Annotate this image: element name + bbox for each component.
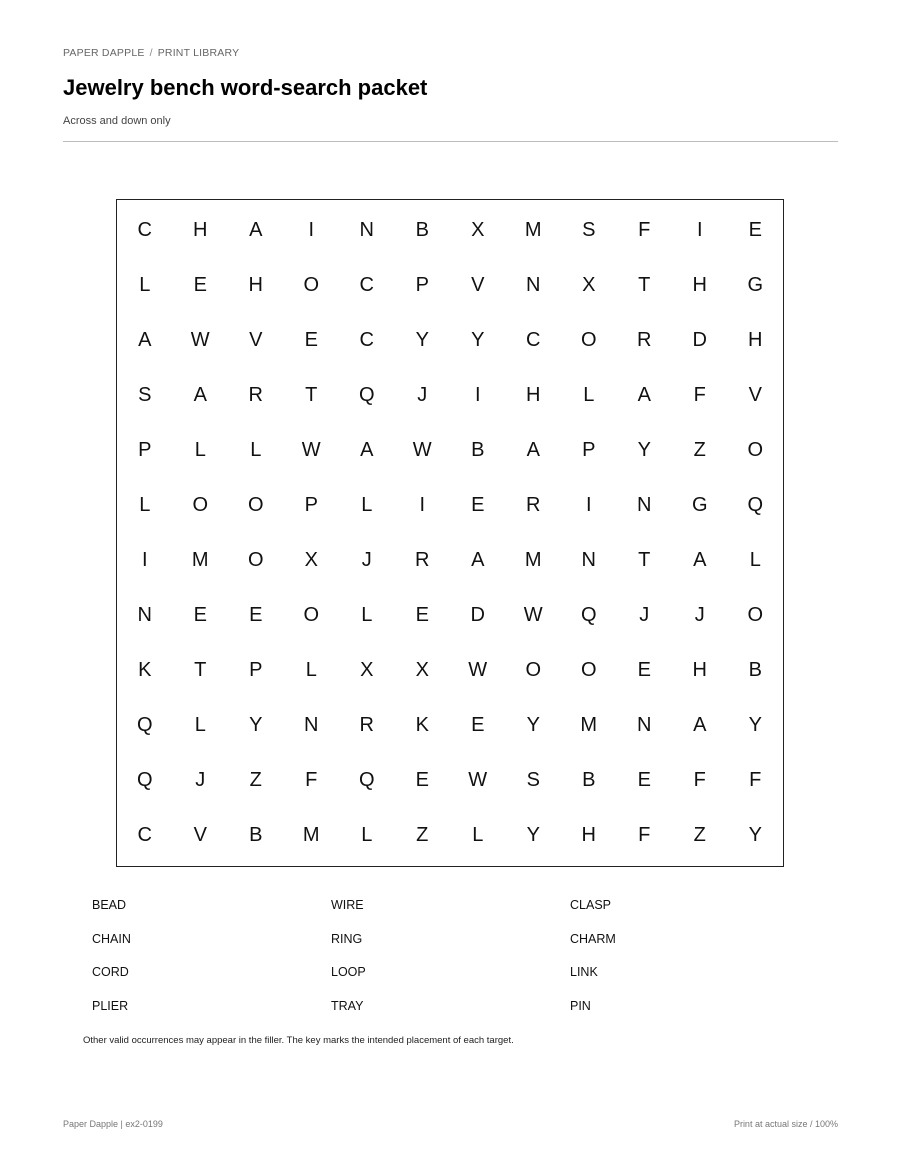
grid-cell[interactable]: T — [638, 549, 651, 571]
grid-cell[interactable]: R — [526, 494, 541, 516]
grid-cell[interactable]: X — [471, 219, 485, 241]
word-list-item: RING — [331, 931, 363, 946]
grid-cell[interactable]: I — [585, 494, 592, 516]
breadcrumb-separator: / — [149, 47, 153, 59]
grid-cell[interactable]: O — [247, 494, 264, 516]
grid-cell[interactable]: O — [747, 439, 764, 461]
grid-cell[interactable]: A — [249, 219, 263, 241]
grid-cell[interactable]: Q — [358, 769, 375, 791]
grid-cell[interactable]: Z — [416, 824, 429, 846]
grid-cell[interactable]: B — [582, 769, 596, 791]
grid-cell[interactable]: P — [582, 439, 596, 461]
grid-cell[interactable]: Q — [580, 604, 597, 626]
grid-cell[interactable]: L — [250, 439, 262, 461]
grid-cell[interactable]: J — [694, 604, 705, 626]
grid-cell[interactable]: R — [637, 329, 652, 351]
grid-cell[interactable]: Y — [526, 714, 540, 736]
grid-cell[interactable]: E — [249, 604, 263, 626]
grid-cell[interactable]: M — [524, 549, 542, 571]
grid-cell[interactable]: I — [474, 384, 481, 406]
grid-cell[interactable]: H — [526, 384, 541, 406]
grid-cell[interactable]: L — [749, 549, 761, 571]
grid-cell[interactable]: F — [693, 769, 706, 791]
word-list-item: LOOP — [331, 965, 366, 979]
grid-cell[interactable]: E — [637, 769, 651, 791]
grid-cell[interactable]: Y — [249, 714, 263, 736]
word-list-item: PIN — [570, 998, 591, 1013]
grid-cell[interactable]: H — [581, 824, 596, 846]
grid-cell[interactable]: O — [303, 604, 320, 626]
grid-cell[interactable]: L — [361, 824, 373, 846]
grid-cell[interactable]: S — [582, 219, 596, 241]
grid-cell[interactable]: M — [191, 549, 209, 571]
grid-cell[interactable]: O — [747, 604, 764, 626]
footer-print-hint: Print at actual size / 100% — [733, 1119, 838, 1129]
grid-cell[interactable]: J — [361, 549, 372, 571]
grid-cell[interactable]: E — [304, 329, 318, 351]
grid-cell[interactable]: W — [523, 604, 543, 626]
grid-cell[interactable]: N — [581, 549, 596, 571]
grid-cell[interactable]: W — [468, 769, 488, 791]
grid-cell[interactable]: G — [747, 274, 764, 296]
grid-cell[interactable]: Z — [693, 824, 706, 846]
grid-cell[interactable]: Y — [748, 714, 762, 736]
grid-cell[interactable]: O — [580, 329, 597, 351]
grid-cell[interactable]: K — [415, 714, 429, 736]
grid-cell[interactable]: X — [582, 274, 596, 296]
grid-cell[interactable]: N — [526, 274, 541, 296]
word-list-item: CLASP — [570, 898, 611, 912]
grid-cell[interactable]: C — [526, 329, 541, 351]
word-list-item: LINK — [570, 965, 598, 979]
grid-cell[interactable]: F — [638, 824, 651, 846]
grid-cell[interactable]: I — [696, 219, 703, 241]
grid-cell[interactable]: A — [693, 549, 707, 571]
word-list-item: CHAIN — [92, 931, 131, 946]
grid-cell[interactable]: A — [693, 714, 707, 736]
grid-cell[interactable]: A — [193, 384, 207, 406]
grid-cell[interactable]: L — [361, 604, 373, 626]
grid-cell[interactable]: W — [468, 659, 488, 681]
grid-cell[interactable]: M — [524, 219, 542, 241]
grid-cell[interactable]: O — [580, 659, 597, 681]
grid-cell[interactable]: A — [526, 439, 540, 461]
grid-cell[interactable]: Z — [693, 439, 706, 461]
grid-cell[interactable]: F — [749, 769, 762, 791]
grid-cell[interactable]: C — [359, 329, 374, 351]
grid-cell[interactable]: I — [419, 494, 426, 516]
page-title: Jewelry bench word-search packet — [63, 75, 428, 100]
word-list-item: BEAD — [92, 898, 127, 912]
grid-cell[interactable]: N — [137, 604, 152, 626]
grid-cell[interactable]: E — [193, 274, 207, 296]
word-search-grid — [116, 199, 784, 867]
grid-cell[interactable]: C — [359, 274, 374, 296]
grid-cell[interactable]: P — [304, 494, 318, 516]
grid-cell[interactable]: Y — [637, 439, 651, 461]
grid-cell[interactable]: L — [583, 384, 595, 406]
grid-cell[interactable]: R — [415, 549, 430, 571]
grid-cell[interactable]: W — [301, 439, 321, 461]
grid-cell[interactable]: L — [139, 274, 151, 296]
filler-note: Other valid occurrences may appear in the filler. The key marks the intended placement of each target. — [83, 1035, 514, 1046]
grid-cell[interactable]: O — [192, 494, 209, 516]
grid-cell[interactable]: H — [248, 274, 263, 296]
grid-cell[interactable]: A — [637, 384, 651, 406]
header-divider — [63, 141, 838, 142]
grid-cell[interactable]: W — [190, 329, 210, 351]
grid-cell[interactable]: E — [415, 604, 429, 626]
grid-cell[interactable]: E — [637, 659, 651, 681]
grid-cell[interactable]: J — [639, 604, 650, 626]
grid-cell[interactable]: S — [526, 769, 540, 791]
grid-cell[interactable]: A — [360, 439, 374, 461]
grid-cell[interactable]: D — [470, 604, 485, 626]
grid-cell[interactable]: H — [193, 219, 208, 241]
grid-cell[interactable]: P — [249, 659, 263, 681]
grid-cell[interactable]: L — [472, 824, 484, 846]
grid-cell[interactable]: S — [138, 384, 152, 406]
word-list-item: TRAY — [331, 998, 364, 1013]
grid-cell[interactable]: Q — [136, 769, 153, 791]
grid-cell[interactable]: H — [748, 329, 763, 351]
grid-cell[interactable]: X — [304, 549, 318, 571]
grid-cell[interactable]: W — [412, 439, 432, 461]
grid-cell[interactable]: E — [471, 714, 485, 736]
grid-cell[interactable]: D — [692, 329, 707, 351]
grid-cell[interactable]: V — [748, 384, 762, 406]
grid-cell[interactable]: T — [305, 384, 318, 406]
grid-cell[interactable]: L — [361, 494, 373, 516]
grid-cell[interactable]: T — [194, 659, 207, 681]
grid-cell[interactable]: O — [247, 549, 264, 571]
grid-cell[interactable]: L — [305, 659, 317, 681]
grid-cell[interactable]: R — [248, 384, 263, 406]
grid-cell[interactable]: L — [139, 494, 151, 516]
grid-cell[interactable]: B — [249, 824, 263, 846]
word-list — [92, 898, 812, 1032]
breadcrumb-parent[interactable]: PAPER DAPPLE — [63, 47, 145, 59]
grid-cell[interactable]: N — [637, 714, 652, 736]
grid-cell[interactable]: Y — [471, 329, 485, 351]
grid-cell[interactable]: V — [193, 824, 207, 846]
grid-cell[interactable]: N — [359, 219, 374, 241]
grid-cell[interactable]: F — [693, 384, 706, 406]
grid-cell[interactable]: I — [308, 219, 315, 241]
word-list-item: CHARM — [570, 931, 616, 946]
grid-cell[interactable]: Y — [415, 329, 429, 351]
grid-cell[interactable]: Q — [747, 494, 764, 516]
grid-cell[interactable]: L — [194, 439, 206, 461]
grid-cell[interactable]: Y — [748, 824, 762, 846]
grid-cell[interactable]: G — [691, 494, 708, 516]
footer-source: Paper Dapple | ex2-0199 — [63, 1119, 163, 1129]
grid-cell[interactable]: E — [748, 219, 762, 241]
grid-cell[interactable]: F — [638, 219, 651, 241]
grid-cell[interactable]: C — [137, 219, 152, 241]
word-list-item: PLIER — [92, 998, 129, 1013]
grid-cell[interactable]: B — [415, 219, 429, 241]
grid-cell[interactable]: H — [692, 274, 707, 296]
breadcrumb — [63, 47, 239, 59]
grid-cell[interactable]: Y — [526, 824, 540, 846]
grid-cell[interactable]: N — [304, 714, 319, 736]
grid-cell[interactable]: N — [637, 494, 652, 516]
grid-cell[interactable]: Q — [358, 384, 375, 406]
grid-cell[interactable]: L — [194, 714, 206, 736]
grid-cell[interactable]: E — [193, 604, 207, 626]
grid-cell[interactable]: M — [302, 824, 320, 846]
grid-cell[interactable]: O — [525, 659, 542, 681]
breadcrumb-current[interactable]: PRINT LIBRARY — [157, 47, 240, 59]
grid-cell[interactable]: E — [471, 494, 485, 516]
grid-cell[interactable]: Q — [136, 714, 153, 736]
grid-cell[interactable]: J — [417, 384, 428, 406]
grid-cell[interactable]: P — [415, 274, 429, 296]
grid-cell[interactable]: B — [748, 659, 762, 681]
word-list-item: WIRE — [331, 898, 364, 912]
grid-cell[interactable]: V — [249, 329, 263, 351]
word-list-item: CORD — [92, 965, 129, 979]
page-subtitle: Across and down only — [63, 115, 171, 127]
grid-cell[interactable]: I — [141, 549, 148, 571]
grid-cell[interactable]: J — [195, 769, 206, 791]
grid-cell[interactable]: A — [138, 329, 152, 351]
grid-cell[interactable]: O — [303, 274, 320, 296]
grid-cell[interactable]: C — [137, 824, 152, 846]
grid-cell[interactable]: P — [138, 439, 152, 461]
grid-cell[interactable]: K — [138, 659, 152, 681]
grid-cell[interactable]: B — [471, 439, 485, 461]
grid-cell[interactable]: F — [305, 769, 318, 791]
grid-cell[interactable]: X — [415, 659, 429, 681]
grid-cell[interactable]: R — [359, 714, 374, 736]
grid-cell[interactable]: M — [580, 714, 598, 736]
grid-cell[interactable]: T — [638, 274, 651, 296]
grid-cell[interactable]: E — [415, 769, 429, 791]
grid-cell[interactable]: V — [471, 274, 485, 296]
grid-cell[interactable]: H — [692, 659, 707, 681]
grid-cell[interactable]: X — [360, 659, 374, 681]
grid-cell[interactable]: Z — [249, 769, 262, 791]
grid-cell[interactable]: A — [471, 549, 485, 571]
